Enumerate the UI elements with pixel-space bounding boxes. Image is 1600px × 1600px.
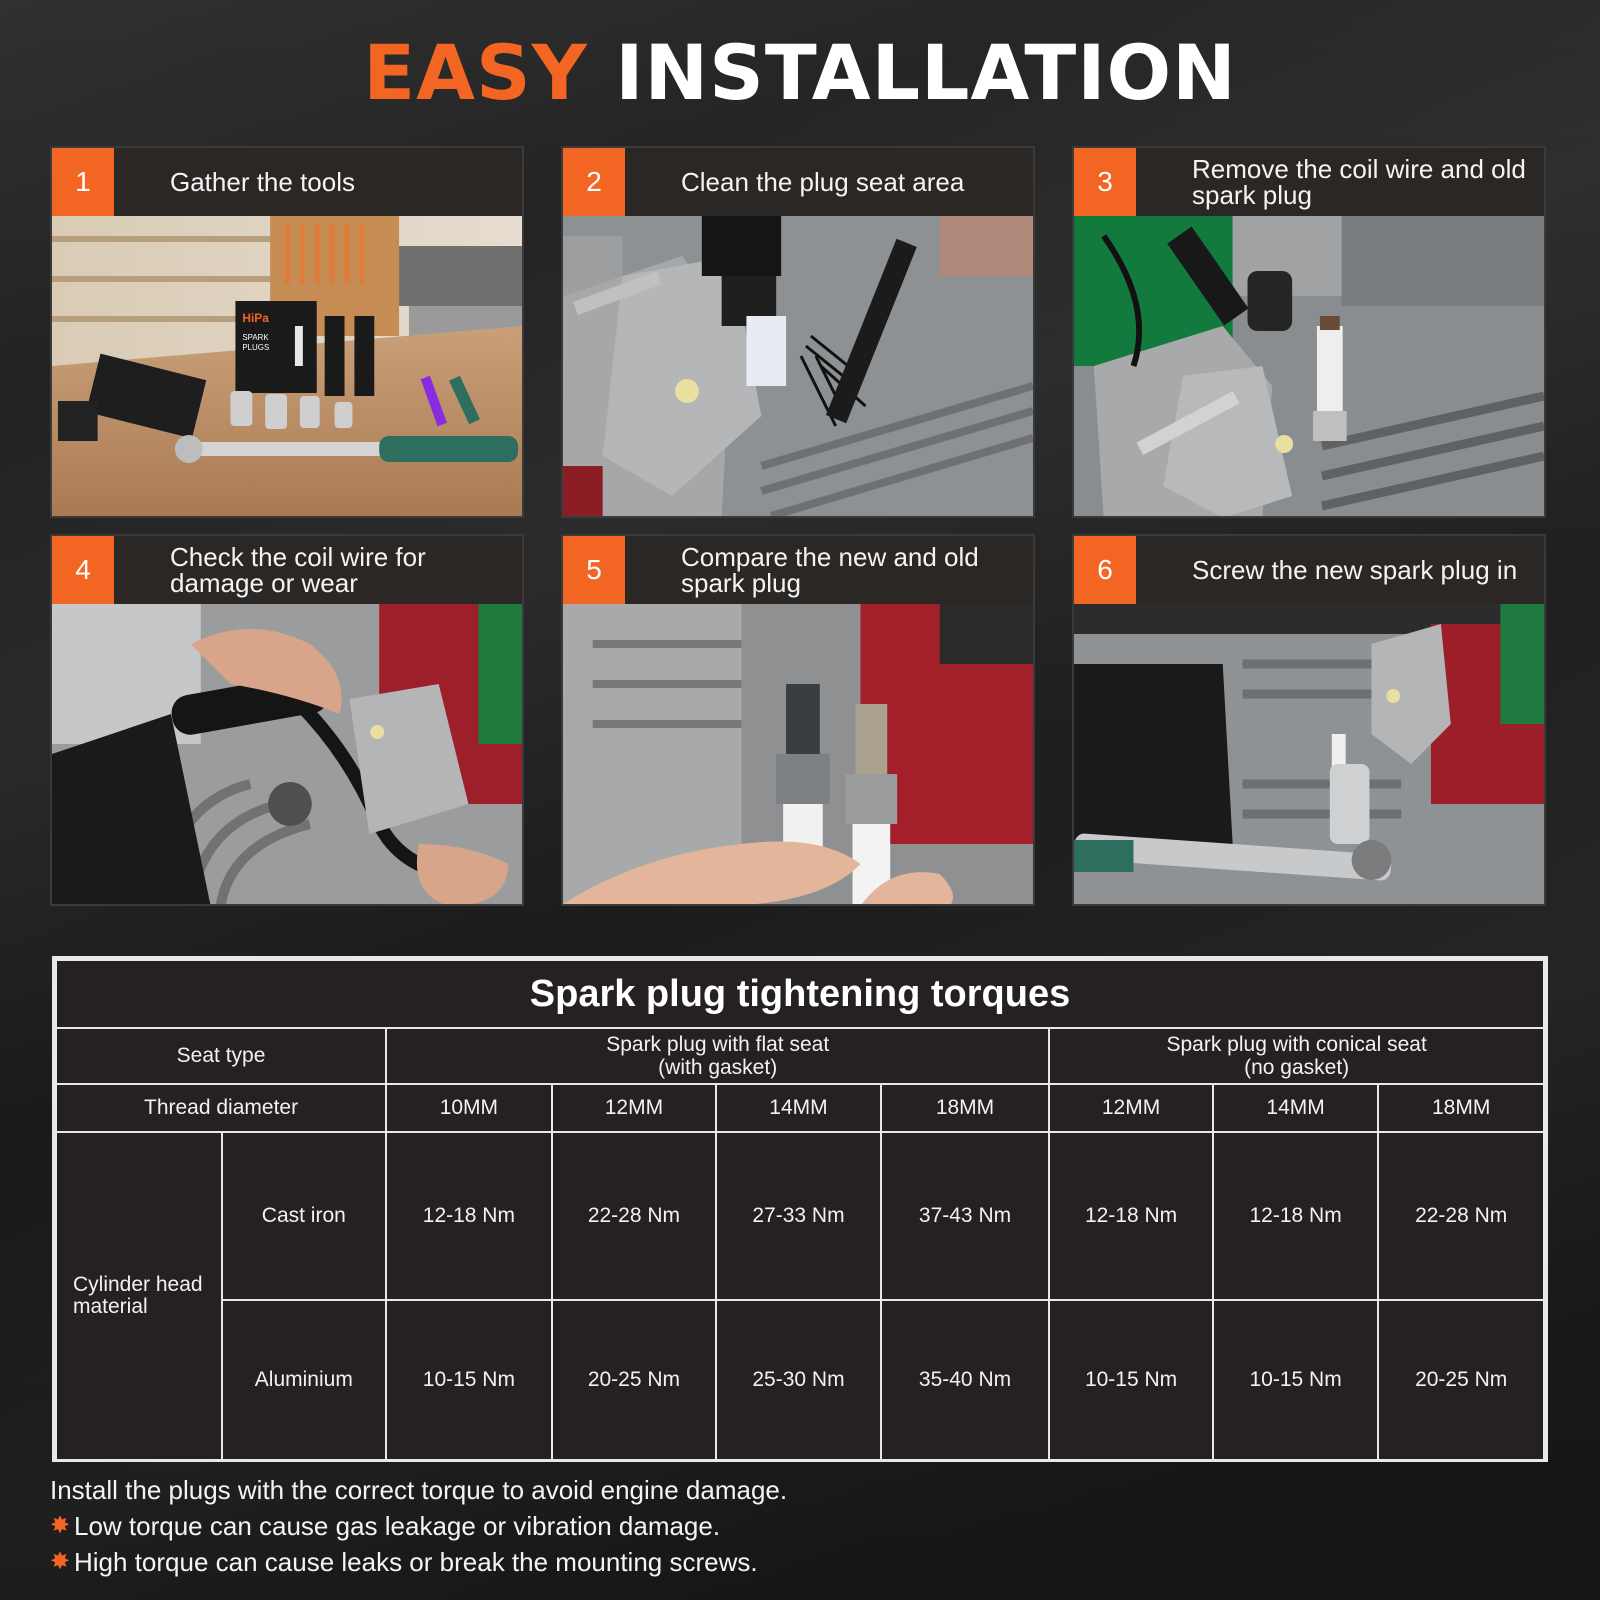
star-bullet-icon: ✸	[50, 1548, 71, 1575]
torque-value-cell: 12-18 Nm	[1213, 1132, 1379, 1300]
material-cast-iron: Cast iron	[222, 1132, 387, 1300]
torque-value-cell: 37-43 Nm	[881, 1132, 1050, 1300]
step-header	[1074, 148, 1544, 216]
torque-value-cell: 22-28 Nm	[1378, 1132, 1544, 1300]
step-card-6	[1072, 534, 1546, 906]
comparing-spark-plugs-photo	[563, 604, 1033, 906]
torque-value-cell: 22-28 Nm	[552, 1132, 717, 1300]
material-aluminium: Aluminium	[222, 1300, 387, 1460]
torque-value-cell: 35-40 Nm	[881, 1300, 1050, 1460]
step-title: Screw the new spark plug in	[1192, 555, 1518, 585]
tools-on-workbench-photo	[52, 216, 522, 518]
conical-seat-line1: Spark plug with conical seat	[1166, 1033, 1427, 1056]
page-title	[0, 28, 1600, 118]
step-card-1	[50, 146, 524, 518]
step-number-badge: 2	[563, 148, 625, 216]
diameter-cell: 14MM	[716, 1084, 881, 1132]
torque-table	[55, 959, 1545, 1461]
diameter-cell: 18MM	[881, 1084, 1050, 1132]
step-header	[563, 148, 1033, 216]
diameter-cell: 18MM	[1378, 1084, 1544, 1132]
step-title: Clean the plug seat area	[681, 167, 965, 197]
diameter-cell: 10MM	[386, 1084, 552, 1132]
step-header	[1074, 536, 1544, 604]
step-number-badge: 4	[52, 536, 114, 604]
removing-coil-wire-photo	[1074, 216, 1544, 518]
checking-coil-wire-photo	[52, 604, 522, 906]
note-item	[50, 1508, 1550, 1544]
torque-value-cell: 25-30 Nm	[716, 1300, 881, 1460]
diameter-cell: 12MM	[552, 1084, 717, 1132]
diameter-cell: 12MM	[1049, 1084, 1213, 1132]
svg-text:PLUGS: PLUGS	[242, 342, 270, 353]
torque-value-cell: 20-25 Nm	[1378, 1300, 1544, 1460]
torque-value-cell: 12-18 Nm	[1049, 1132, 1213, 1300]
step-number-badge: 6	[1074, 536, 1136, 604]
svg-text:SPARK: SPARK	[242, 332, 269, 343]
seat-type-label: Seat type	[56, 1028, 386, 1084]
step-header	[52, 536, 522, 604]
notes-intro: Install the plugs with the correct torque to avoid engine damage.	[50, 1475, 788, 1505]
flat-seat-line1: Spark plug with flat seat	[606, 1033, 830, 1056]
cylinder-head-material-label: Cylinder head material	[56, 1132, 222, 1460]
torque-value-cell: 20-25 Nm	[552, 1300, 717, 1460]
torque-value-cell: 27-33 Nm	[716, 1132, 881, 1300]
step-title: Gather the tools	[170, 167, 355, 197]
step-card-4	[50, 534, 524, 906]
step-card-3	[1072, 146, 1546, 518]
star-bullet-icon: ✸	[50, 1512, 71, 1539]
step-header	[563, 536, 1033, 604]
step-number-badge: 3	[1074, 148, 1136, 216]
installing-new-spark-plug-photo	[1074, 604, 1544, 906]
step-header	[52, 148, 522, 216]
step-number-badge: 1	[52, 148, 114, 216]
step-title: Compare the new and old spark plug	[681, 542, 979, 598]
svg-text:HiPa: HiPa	[242, 310, 269, 326]
cleaning-plug-seat-photo	[563, 216, 1033, 518]
torque-value-cell: 12-18 Nm	[386, 1132, 552, 1300]
note-text: High torque can cause leaks or break the mounting screws.	[74, 1547, 758, 1577]
diameter-cell: 14MM	[1213, 1084, 1379, 1132]
thread-diameter-label: Thread diameter	[56, 1084, 386, 1132]
note-text: Low torque can cause gas leakage or vibration damage.	[74, 1511, 721, 1541]
torque-notes	[50, 1472, 1550, 1580]
step-title: Check the coil wire for damage or wear	[170, 542, 426, 598]
torque-table-frame	[52, 956, 1548, 1462]
step-card-2	[561, 146, 1035, 518]
conical-seat-header	[1049, 1028, 1544, 1084]
torque-value-cell: 10-15 Nm	[1049, 1300, 1213, 1460]
step-number-badge: 5	[563, 536, 625, 604]
conical-seat-line2: (no gasket)	[1244, 1056, 1350, 1079]
flat-seat-header	[386, 1028, 1049, 1084]
note-item	[50, 1544, 1550, 1580]
title-accent-word: EASY	[363, 28, 588, 117]
step-card-5	[561, 534, 1035, 906]
flat-seat-line2: (with gasket)	[658, 1056, 778, 1079]
step-title: Remove the coil wire and old spark plug	[1192, 154, 1526, 210]
torque-value-cell: 10-15 Nm	[1213, 1300, 1379, 1460]
title-word: INSTALLATION	[615, 28, 1237, 117]
torque-value-cell: 10-15 Nm	[386, 1300, 552, 1460]
table-title: Spark plug tightening torques	[56, 960, 1544, 1028]
